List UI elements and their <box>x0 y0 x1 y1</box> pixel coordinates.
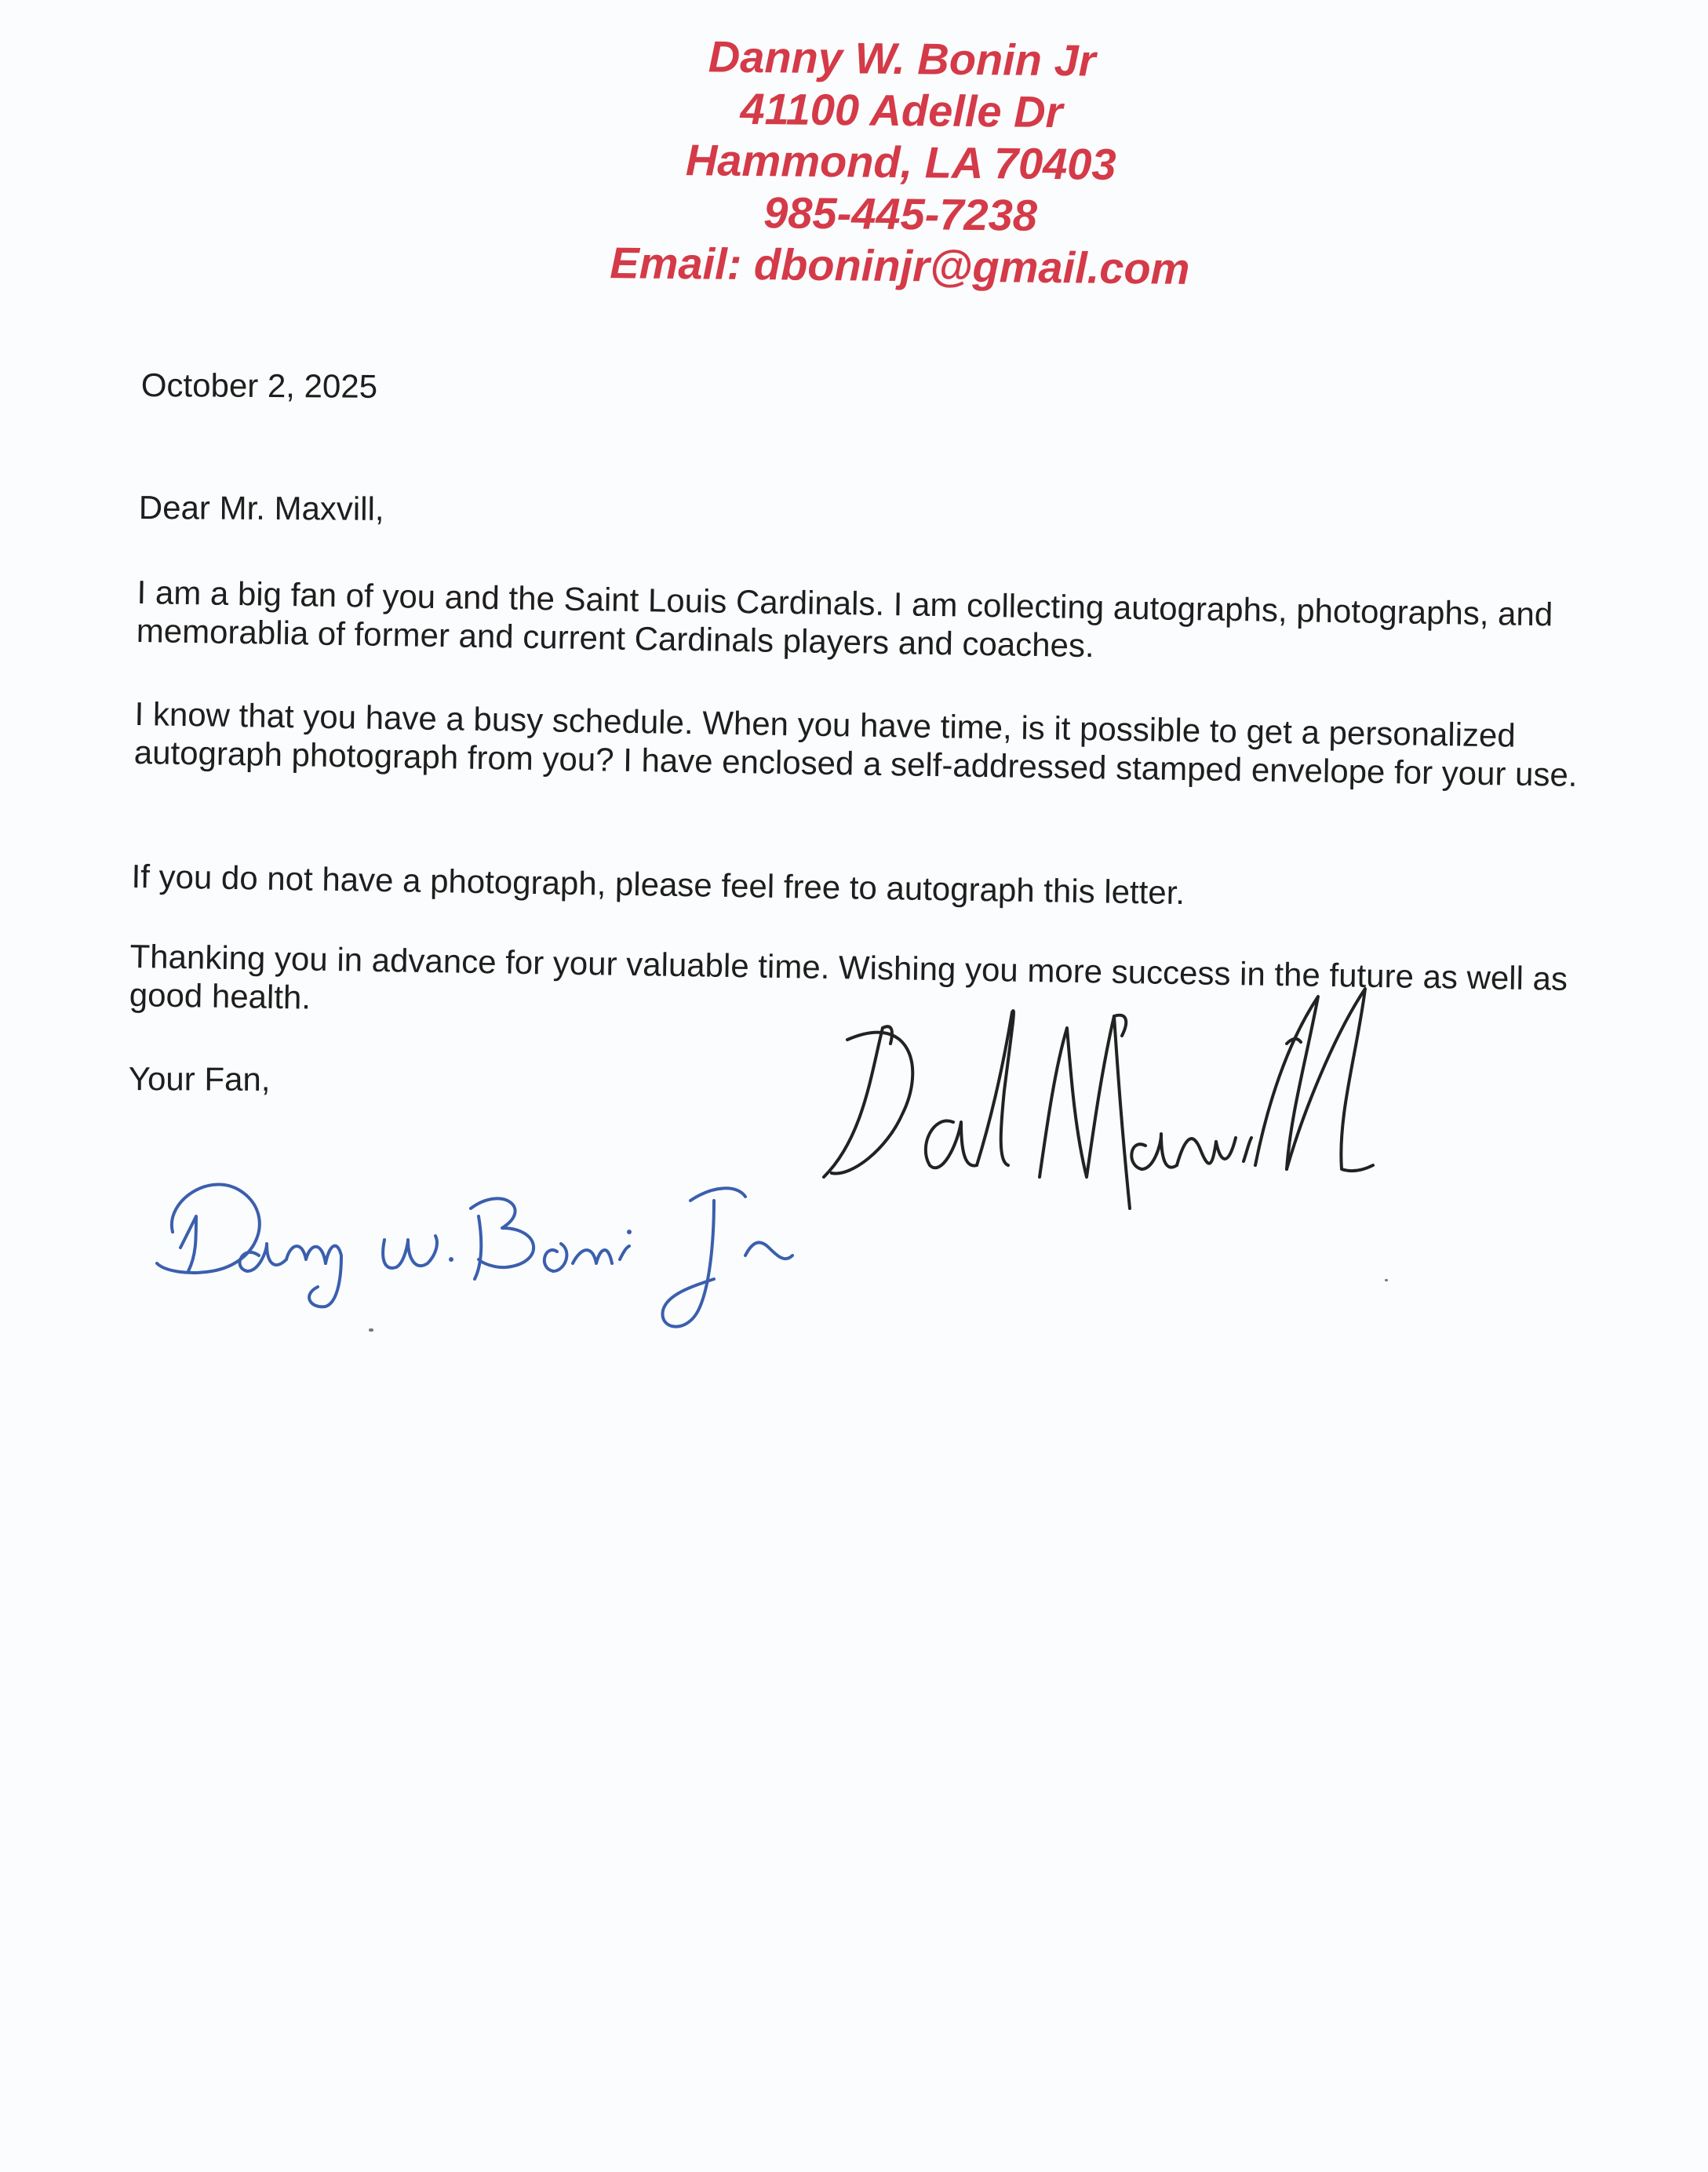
sender-email: Email: dboninjr@gmail.com <box>610 238 1190 293</box>
letter-greeting: Dear Mr. Maxvill, <box>138 489 384 527</box>
paragraph-2: I know that you have a busy schedule. When you have time, is it possible to get a personalized autograph photograph from you? I have enclosed a self-addressed stamped envelope for your use. <box>133 694 1578 793</box>
paragraph-3: If you do not have a photograph, please feel free to autograph this letter. <box>131 857 1185 912</box>
sender-phone: 985-445-7238 <box>763 188 1038 240</box>
sender-street: 41100 Adelle Dr <box>740 83 1063 137</box>
sender-city: Hammond, LA 70403 <box>685 135 1116 189</box>
recipient-autograph <box>816 981 1381 1240</box>
letter-date: October 2, 2025 <box>140 366 378 405</box>
sender-signature <box>149 1153 855 1350</box>
paragraph-4: Thanking you in advance for your valuable time. Wishing you more success in the future as well as good health. <box>129 937 1568 1016</box>
sender-name: Danny W. Bonin Jr <box>708 31 1096 86</box>
letter-closing: Your Fan, <box>128 1060 271 1098</box>
scan-speck <box>1385 1279 1388 1281</box>
letterhead <box>0 24 1708 301</box>
paragraph-1: I am a big fan of you and the Saint Louis Cardinals. I am collecting autographs, photographs, and memorablia of former and current Cardinals players and coaches. <box>136 573 1553 665</box>
scan-speck <box>369 1328 373 1332</box>
